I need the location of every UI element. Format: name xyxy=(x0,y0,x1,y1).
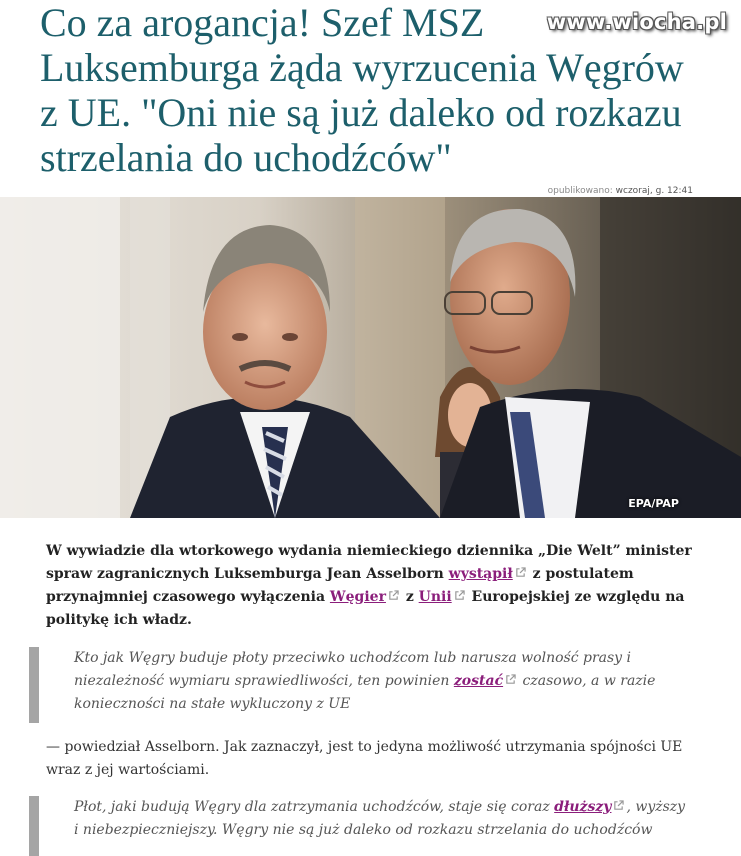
quote-text: czasowo, a w razie konieczności na stałe wykluczony z UE xyxy=(74,673,656,712)
lead-text: z xyxy=(400,589,419,605)
quote-text: Kto jak Węgry buduje płoty przeciwko uchodźcom lub narusza wolność prasy i niezależność wymiaru sprawiedliwości, ten powinien xyxy=(74,650,632,689)
external-link-icon xyxy=(613,800,624,811)
quote-text: , wyższy i niebezpieczniejszy. Węgry nie są już daleko od rozkazu strzelania do uchodźców xyxy=(74,799,686,838)
photo-credit: EPA/PAP xyxy=(628,497,679,510)
photo-illustration xyxy=(0,197,741,518)
published-label: opublikowano: xyxy=(547,186,613,196)
article-title: Co za arogancja! Szef MSZ Luksemburga żąda wyrzucenia Węgrów z UE. "Oni nie są już daleko od rozkazu strzelania do uchodźców" xyxy=(40,0,684,180)
external-link-icon xyxy=(515,567,526,578)
article-lead xyxy=(46,540,696,632)
link-wegier[interactable]: Węgier xyxy=(329,589,386,605)
external-link-icon xyxy=(505,674,516,685)
external-link-icon xyxy=(388,590,399,601)
quote-block-1 xyxy=(29,647,694,723)
lead-text: z postulatem przynajmniej czasowego wyłączenia xyxy=(46,566,634,605)
published-info xyxy=(548,186,693,196)
link-zostac[interactable]: zostać xyxy=(453,673,504,689)
body-paragraph: — powiedział Asselborn. Jak zaznaczył, jest to jedyna możliwość utrzymania spójności UE wraz z jej wartościami. xyxy=(46,739,683,778)
article-photo xyxy=(0,197,741,518)
link-unii[interactable]: Unii xyxy=(418,589,452,605)
lead-text: Europejskiej ze względu na politykę ich władz. xyxy=(46,589,685,628)
link-wystapil[interactable]: wystąpił xyxy=(448,566,513,582)
published-time: wczoraj, g. 12:41 xyxy=(615,186,693,196)
external-link-icon xyxy=(454,590,465,601)
watermark: www.wiocha.pl xyxy=(546,10,727,34)
lead-text: W wywiadzie dla wtorkowego wydania niemieckiego dziennika „Die Welt” minister spraw zagranicznych Luksemburga Jean Asselborn xyxy=(46,543,692,582)
quote-block-2 xyxy=(29,796,694,856)
link-dluzszy[interactable]: dłuższy xyxy=(554,799,612,815)
quote-text: Płot, jaki budują Węgry dla zatrzymania uchodźców, staje się coraz xyxy=(74,799,555,815)
